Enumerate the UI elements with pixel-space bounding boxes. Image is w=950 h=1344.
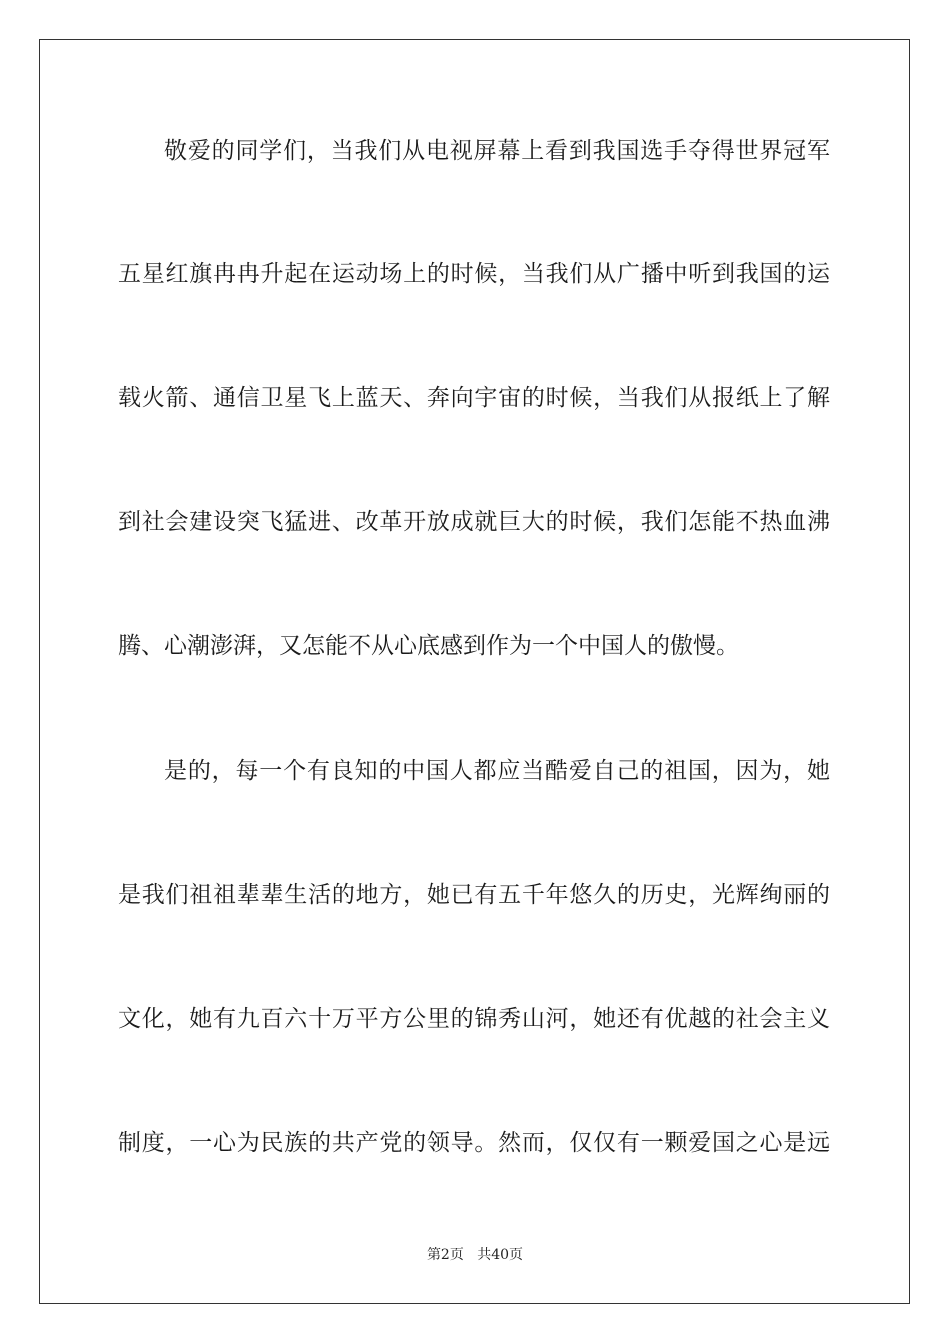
text-line: 五星红旗冉冉升起在运动场上的时候，当我们从广播中听到我国的运 — [118, 261, 830, 287]
page-footer — [0, 1246, 950, 1264]
total-pages: 共40页 — [477, 1247, 524, 1263]
text-line: 是的，每一个有良知的中国人都应当酷爱自己的祖国，因为，她 — [164, 758, 830, 784]
text-line: 是我们祖祖辈辈生活的地方，她已有五千年悠久的历史，光辉绚丽的 — [118, 882, 830, 908]
page-number: 第2页 — [426, 1247, 464, 1263]
text-line: 敬爱的同学们，当我们从电视屏幕上看到我国选手夺得世界冠军 — [164, 138, 830, 164]
text-line: 文化，她有九百六十万平方公里的锦秀山河，她还有优越的社会主义 — [118, 1006, 830, 1032]
text-line: 载火箭、通信卫星飞上蓝天、奔向宇宙的时候，当我们从报纸上了解 — [118, 385, 830, 411]
text-line: 到社会建设突飞猛进、改革开放成就巨大的时候，我们怎能不热血沸 — [118, 509, 830, 535]
text-line: 制度，一心为民族的共产党的领导。然而，仅仅有一颗爱国之心是远 — [118, 1130, 830, 1156]
page-border — [39, 39, 910, 1304]
text-line: 腾、心潮澎湃，又怎能不从心底感到作为一个中国人的傲慢。 — [118, 633, 739, 659]
